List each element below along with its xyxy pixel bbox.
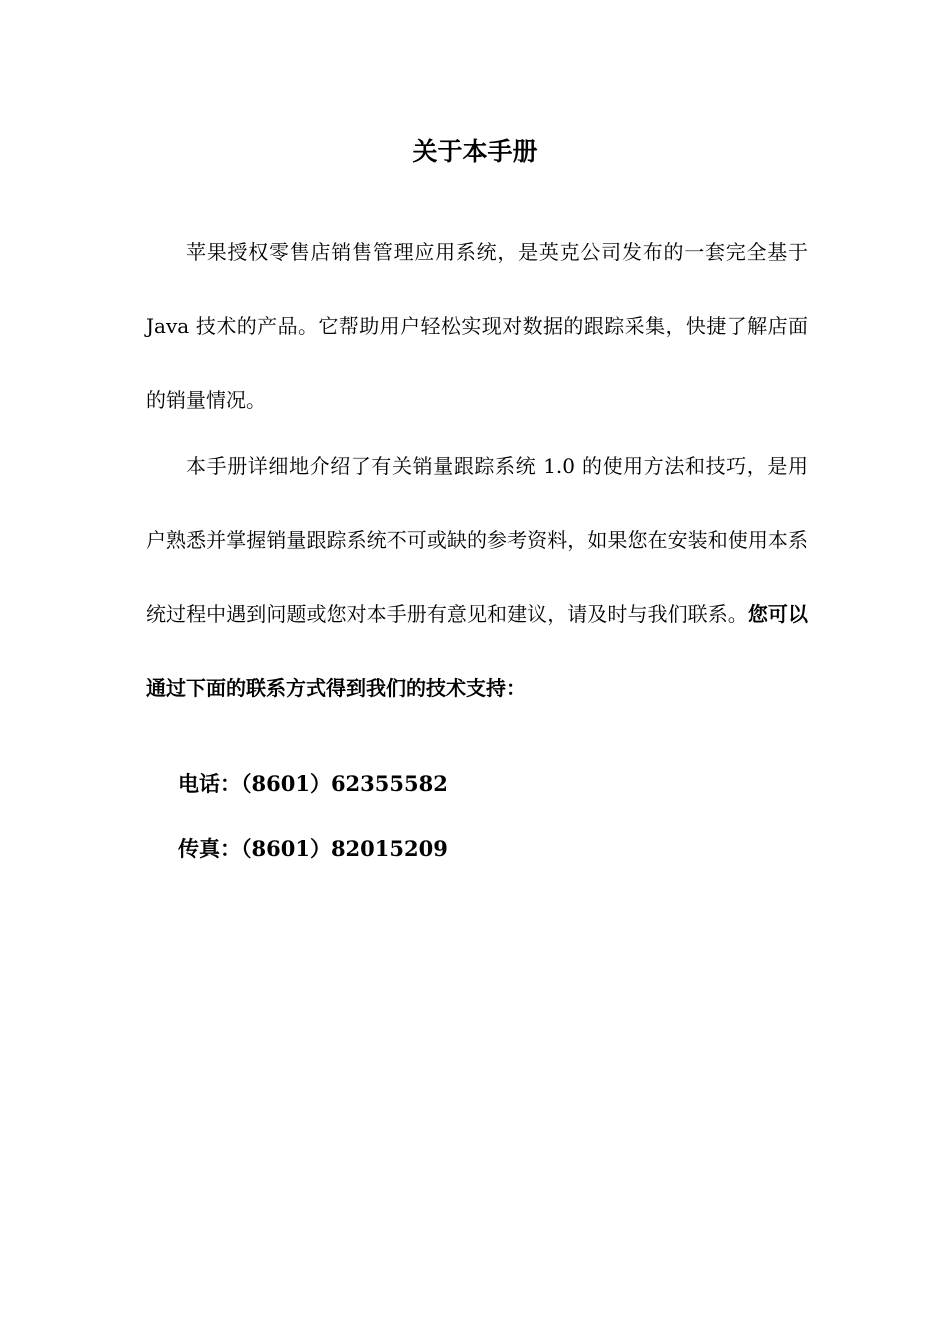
phone-number: （8601）62355582 (241, 771, 448, 796)
manual-description-text: 本手册详细地介绍了有关销量跟踪系统 1.0 的使用方法和技巧，是用户熟悉并掌握销量跟踪系统不可或缺的参考资料，如果您在安装和使用本系统过程中遇到问题或您对本手册有意见和建议，请及时与我们联系。 (146, 454, 808, 626)
fax-label: 传真： (178, 836, 241, 861)
fax-contact (178, 833, 448, 865)
intro-paragraph (146, 215, 808, 437)
phone-contact (178, 768, 448, 800)
fax-number: （8601）82015209 (241, 836, 448, 861)
support-callout-text: 您可以通过下面的联系方式得到我们的技术支持： (146, 602, 808, 700)
page-title: 关于本手册 (412, 137, 538, 166)
manual-description-paragraph (146, 429, 808, 725)
intro-paragraph-text: 苹果授权零售店销售管理应用系统，是英克公司发布的一套完全基于 Java 技术的产品。它帮助用户轻松实现对数据的跟踪采集，快捷了解店面的销量情况。 (146, 240, 808, 412)
phone-label: 电话： (178, 771, 241, 796)
